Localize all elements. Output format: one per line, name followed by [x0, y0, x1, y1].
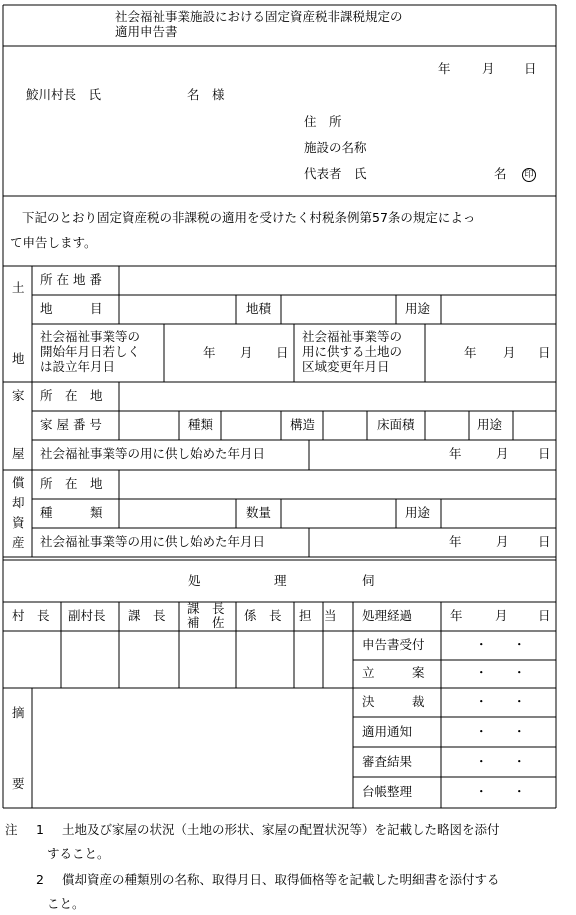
house-location-label: 所 在 地: [40, 388, 103, 403]
depreciable-section-char2: 却: [12, 495, 25, 510]
house-section-char2: 屋: [12, 446, 25, 461]
land-category-label: 地 目: [40, 301, 103, 316]
land-use-label: 用途: [405, 301, 431, 316]
declaration-line1: 下記のとおり固定資産税の非課税の適用を受けたく村税条例第57条の規定によっ: [22, 210, 476, 225]
depreciable-start-label: 社会福祉事業等の用に供し始めた年月日: [40, 534, 266, 549]
step-notice-dot1: ・: [475, 724, 488, 739]
house-number-label: 家 屋 番 号: [40, 417, 102, 432]
applicant-facility-label: 施設の名称: [304, 140, 367, 155]
depreciable-section-char3: 資: [12, 515, 25, 530]
depreciable-type-label: 種 類: [40, 505, 103, 520]
house-floor-area-label: 床面積: [377, 417, 415, 432]
depreciable-location-label: 所 在 地: [40, 476, 103, 491]
form-title-line1: 社会福祉事業施設における固定資産税非課税規定の: [115, 9, 403, 24]
processing-title-char1: 処: [188, 573, 201, 588]
declaration-line2: て申告します。: [10, 235, 97, 250]
steps-year-header: 年: [450, 608, 463, 623]
remarks-char2: 要: [12, 776, 25, 791]
note-1-line1: 土地及び家屋の状況（土地の形状、家屋の配置状況等）を記載した略図を添付: [62, 822, 500, 837]
depreciable-section-char4: 産: [12, 535, 25, 550]
seal-icon: 印: [522, 168, 536, 182]
step-draft-dot2: ・: [513, 665, 526, 680]
step-receipt: 申告書受付: [362, 637, 425, 652]
note-2-line2: こと。: [47, 896, 85, 911]
land-area-label: 地積: [246, 301, 272, 316]
land-start-label-2: 開始年月日若しく: [40, 344, 141, 359]
land-change-year: 年: [464, 345, 477, 360]
step-review: 審査結果: [362, 754, 413, 769]
approver-mayor: 村 長: [12, 608, 50, 623]
land-change-label-3: 区域変更年月日: [302, 359, 390, 374]
step-receipt-dot1: ・: [475, 637, 488, 652]
applicant-representative-label: 代表者 氏: [304, 166, 367, 181]
step-ledger-dot2: ・: [513, 784, 526, 799]
house-structure-label: 構造: [290, 417, 316, 432]
house-section-char1: 家: [12, 388, 25, 403]
approver-unit-chief: 係 長: [244, 608, 282, 623]
applicant-address-label: 住 所: [304, 114, 342, 129]
note-1-number: 1: [36, 822, 44, 837]
approver-assistant-line1: 課 長: [187, 601, 225, 616]
land-location-label: 所 在 地 番: [40, 272, 102, 287]
land-start-label-3: は設立年月日: [40, 359, 116, 374]
step-notice: 適用通知: [362, 724, 413, 739]
land-start-year: 年: [203, 345, 216, 360]
step-draft: 立 案: [362, 665, 425, 680]
land-change-day: 日: [538, 345, 551, 360]
land-change-month: 月: [503, 345, 516, 360]
remarks-char1: 摘: [12, 705, 25, 720]
depreciable-quantity-label: 数量: [246, 505, 272, 520]
step-notice-dot2: ・: [513, 724, 526, 739]
step-decision: 決 裁: [362, 694, 425, 709]
depreciable-start-day: 日: [538, 534, 551, 549]
seal-mark: [522, 167, 536, 182]
processing-title-char3: 伺: [362, 573, 375, 588]
land-start-day: 日: [276, 345, 289, 360]
approver-assistant-line2: 補 佐: [187, 615, 225, 630]
house-start-year: 年: [449, 446, 462, 461]
house-start-month: 月: [496, 446, 509, 461]
depreciable-section-char1: 償: [12, 475, 25, 490]
land-change-label-1: 社会福祉事業等の: [302, 329, 403, 344]
land-start-label-1: 社会福祉事業等の: [40, 329, 141, 344]
header-year-label: 年: [438, 61, 451, 76]
step-ledger-dot1: ・: [475, 784, 488, 799]
step-decision-dot1: ・: [475, 694, 488, 709]
house-start-label: 社会福祉事業等の用に供し始めた年月日: [40, 446, 266, 461]
land-section-char1: 土: [12, 280, 25, 295]
approver-section-chief: 課 長: [128, 608, 166, 623]
addressee-sama: 名 様: [187, 87, 225, 102]
depreciable-use-label: 用途: [405, 505, 431, 520]
step-review-dot2: ・: [513, 754, 526, 769]
form-title-line2: 適用申告書: [115, 24, 178, 39]
land-start-month: 月: [240, 345, 253, 360]
step-ledger: 台帳整理: [362, 784, 413, 799]
land-change-label-2: 用に供する土地の: [302, 344, 403, 359]
house-use-label: 用途: [477, 417, 503, 432]
approver-vice-mayor: 副村長: [68, 608, 106, 623]
header-month-label: 月: [482, 61, 495, 76]
steps-day-header: 日: [538, 608, 551, 623]
processing-title-char2: 理: [274, 573, 287, 588]
house-type-label: 種類: [188, 417, 214, 432]
depreciable-start-year: 年: [449, 534, 462, 549]
house-start-day: 日: [538, 446, 551, 461]
land-section-char2: 地: [12, 351, 25, 366]
applicant-name-label: 名: [494, 166, 507, 181]
steps-month-header: 月: [495, 608, 508, 623]
depreciable-start-month: 月: [496, 534, 509, 549]
note-1-line2: すること。: [47, 846, 110, 861]
note-2-line1: 償却資産の種類別の名称、取得月日、取得価格等を記載した明細書を添付する: [62, 872, 500, 887]
header-day-label: 日: [524, 61, 537, 76]
step-decision-dot2: ・: [513, 694, 526, 709]
step-review-dot1: ・: [475, 754, 488, 769]
addressee-mayor: 鮫川村長 氏: [26, 87, 102, 102]
approver-staff: 担 当: [299, 608, 337, 623]
note-2-number: 2: [36, 872, 44, 887]
step-receipt-dot2: ・: [513, 637, 526, 652]
steps-header: 処理経過: [362, 608, 413, 623]
notes-label: 注: [5, 822, 18, 837]
step-draft-dot1: ・: [475, 665, 488, 680]
